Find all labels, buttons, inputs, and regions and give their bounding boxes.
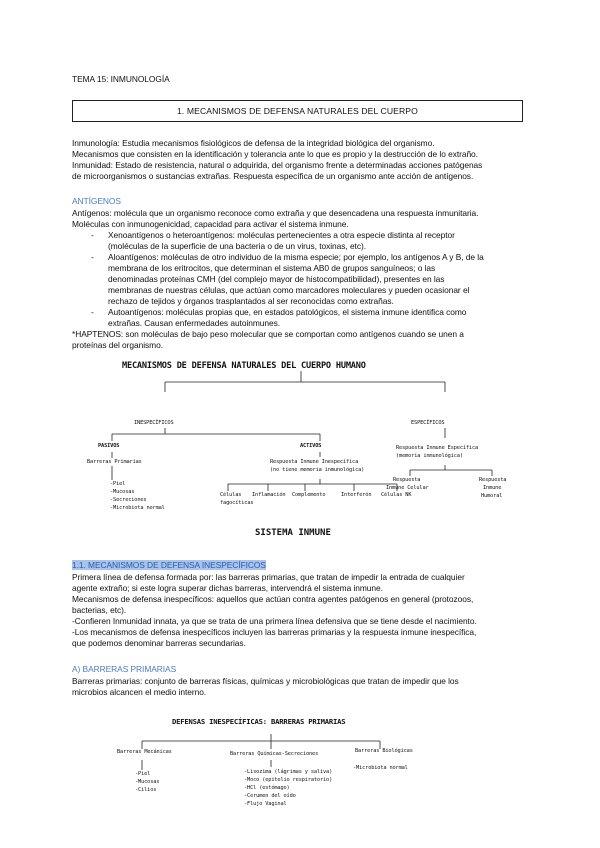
topic-title: TEMA 15: INMUNOLOGÍA [72, 74, 170, 84]
xeno-line: (moléculas de la superficie de una bacteria o de un virus, toxinas, etc). [108, 241, 366, 251]
activos-node: ACTIVOS [300, 443, 322, 449]
alo-line: membrana de los eritrocitos, que determinan el sistema AB0 de grupos sanguíneos; o las [108, 263, 436, 273]
celulas-fagociticas-node: Células [220, 492, 242, 498]
quimicas-item: -HCl (estómago) [244, 785, 290, 791]
section-title-box [72, 100, 523, 122]
barreras-item: -Piel [110, 481, 126, 487]
xeno-line: Xenoantígenos o heteroantígenos: moléculas pertenecientes a otra especie distinta al receptor [108, 230, 455, 240]
respuesta-humoral-node: Respuesta [479, 477, 507, 483]
alo-line: denominadas proteínas CMH (del complejo mayor de histocompatibilidad), presentes en las [108, 274, 445, 284]
respuesta-celular-node: Inmune Celular [386, 485, 429, 491]
auto-line: extrañas. Causan enfermedades autoinmunes. [108, 318, 281, 328]
barreras-primarias-node: Barreras Primarias [87, 459, 142, 465]
sectionA-line: microbios alcancen el medio interno. [72, 687, 207, 697]
quimicas-item: -Cerumen del oído [244, 793, 296, 799]
section-title: 1. MECANISMOS DE DEFENSA NATURALES DEL CUERPO [177, 106, 418, 116]
haptenos-line: proteínas del organismo. [72, 340, 163, 350]
auto-line: Autoantígenos: moléculas propias que, en estados patológicos, el sistema inmune identifica como [108, 307, 467, 317]
quimicas-item: -Moco (epitelio respiratorio) [244, 777, 333, 783]
celulas-nk-node: Células NK [381, 492, 412, 498]
alo-line: membranas de nuestras células, que actúan como marcadores moleculares y pueden ocasionar el [108, 285, 470, 295]
mecanicas-item: -Cilios [135, 787, 157, 793]
respuesta-inespecifica-note: (no tiene memoria inmunológica) [270, 467, 365, 473]
intro-line: Inmunología: Estudia mecanismos fisiológicos de defensa de la integridad biológica del organismo. [72, 138, 435, 148]
section11-line: -Confieren Inmunidad innata, ya que se trata de una primera línea defensiva que se tiene desde el nacimiento. [72, 616, 477, 626]
respuesta-inespecifica-node: Respuesta Inmune Inespecífica [270, 459, 359, 465]
antigenos-line: Moléculas con inmunogenicidad, capacidad para activar el sistema inmune. [72, 219, 349, 229]
intro-line: Mecanismos que consisten en la identificación y tolerancia ante lo que es propio y la destrucción de lo extraño. [72, 149, 478, 159]
interferon-node: Interferón [341, 492, 372, 498]
pasivos-node: PASIVOS [98, 443, 120, 449]
sectionA-heading: A) BARRERAS PRIMARIAS [72, 664, 177, 674]
respuesta-humoral-node: Humoral [481, 493, 503, 499]
section11-line: Mecanismos de defensa inespecíficos: aquellos que actúan contra agentes patógenos en general (protozoos, [72, 594, 474, 604]
antigenos-heading: ANTÍGENOS [72, 196, 121, 206]
diagram1-title: MECANISMOS DE DEFENSA NATURALES DEL CUERPO HUMANO [122, 361, 366, 371]
inflamacion-node: Inflamación [252, 492, 286, 498]
section11-line: agente extraño; si este logra superar dichas barreras, intervendrá el sistema inmune. [72, 583, 383, 593]
mecanicas-item: -Piel [135, 771, 151, 777]
bullet-dash: - [91, 230, 94, 240]
intro-line: de microorganismos o sustancias extrañas. Respuesta específica de un organismo ante acción de antígenos. [72, 171, 474, 181]
haptenos-line: *HAPTENOS: son moléculas de bajo peso molecular que se comportan como antígenos cuando se unen a [72, 329, 464, 339]
section11-line: Primera línea de defensa formada por: las barreras primarias, que tratan de impedir la entrada de cualquier [72, 572, 465, 582]
barreras-item: -Microbiota normal [110, 505, 165, 511]
alo-line: Aloantígenos: moléculas de otro individuo de la misma especie; por ejemplo, los antígenos A y B, de la [108, 252, 484, 262]
barreras-quimicas-node: Barreras Químicas-Secreciones [230, 751, 319, 757]
quimicas-item: -Flujo Vaginal [244, 801, 287, 807]
barreras-mecanicas-node: Barreras Mecánicas [117, 749, 172, 755]
celulas-fagociticas-node: fagocíticas [220, 500, 254, 506]
barreras-item: -Secreciones [110, 497, 147, 503]
quimicas-item: -Lisozima (lágrimas y saliva) [244, 769, 333, 775]
respuesta-especifica-node: Respuesta Inmune Específica [396, 445, 479, 451]
intro-line: Inmunidad: Estado de resistencia, natural o adquirida, del organismo frente a determinadas acciones patógenas [72, 160, 483, 170]
respuesta-especifica-note: (memoria inmunológica) [396, 453, 463, 459]
mecanicas-item: -Mucosas [135, 779, 160, 785]
inespecificos-node: INESPECÍFICOS [134, 420, 174, 426]
barreras-biologicas-node: Barreras Biológicas [355, 748, 413, 754]
respuesta-humoral-node: Inmune [483, 485, 502, 491]
bullet-dash: - [91, 252, 94, 262]
section11-heading: 1.1. MECANISMOS DE DEFENSA INESPECÍFICOS [72, 560, 266, 570]
especificos-node: ESPECÍFICOS [411, 420, 445, 426]
sistema-inmune-label: SISTEMA INMUNE [255, 528, 331, 538]
diagram2-title: DEFENSAS INESPECÍFICAS: BARRERAS PRIMARIAS [172, 717, 346, 726]
barreras-item: -Mucosas [110, 489, 135, 495]
respuesta-celular-node: Respuesta [393, 477, 421, 483]
complemento-node: Complemento [292, 492, 326, 498]
section11-line: que podemos denominar barreras secundarias. [72, 638, 246, 648]
alo-line: rechazo de tejidos y órganos trasplantados al ser reconocidas como extrañas. [108, 296, 394, 306]
antigenos-line: Antígenos: molécula que un organismo reconoce como extraña y que desencadena una respuesta inmunitaria. [72, 208, 479, 218]
sectionA-line: Barreras primarias: conjunto de barreras físicas, químicas y microbiológicas que tratan de impedir que los [72, 676, 459, 686]
bullet-dash: - [91, 307, 94, 317]
section11-line: -Los mecanismos de defensa inespecíficos incluyen las barreras primarias y la respuesta inmune inespecífica, [72, 627, 477, 637]
section11-line: bacterias, etc). [72, 605, 127, 615]
biologicas-item: -Microbiota normal [353, 765, 408, 771]
